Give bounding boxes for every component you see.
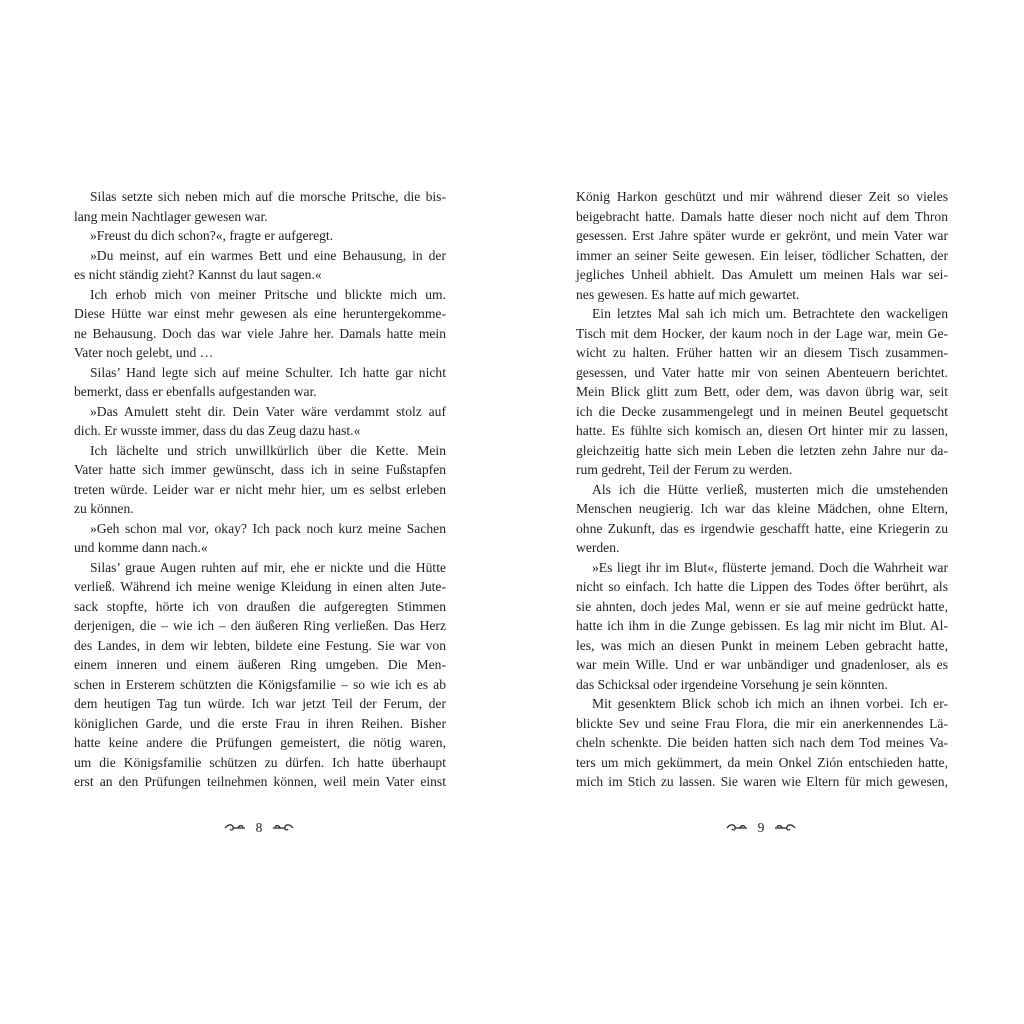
text-line: gesessen, und Vater hatte mir von seinen Abenteuern berichtet.	[576, 364, 948, 380]
text-line: »Das Amulett steht dir. Dein Vater wäre verdammt stolz auf	[90, 403, 446, 419]
scroll-swirl-right-icon	[774, 823, 796, 833]
text-line: Silas’ Hand legte sich auf meine Schulter. Ich hatte gar nicht	[90, 364, 446, 380]
text-line: ne Behausung. Doch das war viele Jahre her. Damals hatte mein	[74, 325, 446, 341]
text-line: Mit gesenktem Blick schob ich mich an ihnen vorbei. Ich er-	[592, 696, 948, 711]
text-line: nicht so einfach. Ich hatte die Lippen des Todes öfter berührt, als	[576, 579, 948, 594]
page-number: 9	[757, 820, 765, 835]
page-number: 8	[255, 820, 263, 835]
text-line: Silas setzte sich neben mich auf die morsche Pritsche, die bis-	[90, 189, 446, 204]
text-line: treten würde. Leider war er nicht mehr hier, um es selbst erleben	[74, 481, 446, 497]
text-line: wicht zu halten. Früher hatten wir an diesem Tisch zusammen-	[576, 345, 948, 360]
text-line: schen in Ersterem schützten die Königsfamilie – so wie ich es ab	[74, 676, 446, 692]
scroll-swirl-left-icon	[726, 823, 748, 833]
text-line: Ich erhob mich von meiner Pritsche und blickte mich um.	[90, 286, 446, 302]
text-line: »Du meinst, auf ein warmes Bett und eine Behausung, in der	[90, 247, 446, 263]
text-line: werden.	[576, 540, 620, 555]
text-line: gesessen. Erst Jahre später wurde er gekrönt, und mein Vater war	[576, 228, 948, 243]
text-line: les, was mich an diesen Punkt in meinem Leben gebracht hatte,	[576, 637, 948, 653]
text-line: es nicht ständig zieht? Kannst du laut sagen.«	[74, 267, 322, 282]
text-line: ters um mich gekümmert, da mein Onkel Zión entschieden hatte,	[576, 754, 948, 770]
text-line: lang mein Nachtlager gewesen war.	[74, 208, 268, 224]
text-line: sie ahnten, doch jedes Mal, wenn er sie auf meine gedrückt hatte,	[576, 598, 948, 614]
text-line: »Freust du dich schon?«, fragte er aufgeregt.	[90, 228, 334, 243]
text-line: dich. Er wusste immer, dass du das Zeug dazu hast.«	[74, 423, 361, 438]
text-line: mich im Stich zu lassen. Sie waren wie Eltern für mich gewesen,	[576, 774, 948, 789]
text-line: cheln schenkte. Die beiden hatten sich nach dem Tod meines Va-	[576, 735, 948, 750]
text-line: bemerkt, dass er ebenfalls aufgestanden war.	[74, 384, 317, 399]
text-line: hatte keine andere die Prüfungen gemeistert, die nötig waren,	[74, 735, 446, 750]
text-line: ohne Zukunft, das es irgendwie geschafft hatte, eine Kriegerin zu	[576, 520, 948, 536]
text-line: Mein Blick glitt zum Bett, oder dem, was davon übrig war, seit	[576, 384, 948, 399]
text-line: Diese Hütte war einst mehr gewesen als eine heruntergekomme-	[74, 306, 446, 321]
text-line: Ich lächelte und strich unwillkürlich über die Kette. Mein	[90, 442, 446, 458]
text-line: König Harkon geschützt und mir während dieser Zeit so vieles	[576, 189, 948, 204]
text-line: gleichzeitig hatte sich mein Leben die letzten zehn Jahre nur da-	[576, 442, 948, 458]
text-line: jegliches Unheil abhielt. Das Amulett um meinen Hals war sei-	[576, 267, 948, 282]
text-line: sack stopfte, hörte ich von draußen die aufgeregten Stimmen	[74, 598, 446, 614]
scroll-swirl-left-icon	[224, 823, 246, 833]
text-line: hatte ich ihm in die Zunge gebissen. Es lag mir nicht im Blut. Al-	[576, 618, 948, 633]
text-line: einem inneren und einem äußeren Ring umgeben. Die Men-	[74, 657, 446, 672]
text-line: war mein Wille. Und er war unbändiger und gnadenloser, als es	[576, 657, 948, 672]
text-line: erst an den Prüfungen teilnehmen können, weil mein Vater einst	[74, 774, 446, 789]
right-page-text	[576, 187, 948, 792]
text-line: Vater noch gelebt, und …	[74, 345, 214, 360]
text-line: rum gedreht, Teil der Ferum zu werden.	[576, 462, 793, 477]
text-line: nes gewesen. Es hatte auf mich gewartet.	[576, 286, 800, 302]
text-line: zu können.	[74, 501, 134, 516]
text-line: Tisch mit dem Hocker, der kaum noch in der Lage war, mein Ge-	[576, 325, 948, 341]
text-line: hatte. Es fühlte sich komisch an, diesen Ort hinter mir zu lassen,	[576, 423, 948, 438]
text-line: und komme dann nach.«	[74, 540, 208, 555]
text-line: um die Königsfamilie schützen zu dürfen. Ich hatte überhaupt	[74, 754, 446, 770]
scroll-swirl-right-icon	[272, 823, 294, 833]
text-line: blickte Sev und seine Frau Flora, die mir ein anerkennendes Lä-	[576, 715, 948, 731]
text-line: Ein letztes Mal sah ich mich um. Betrachtete den wackeligen	[592, 306, 948, 321]
text-line: Menschen neugierig. Ich war das kleine Mädchen, ohne Eltern,	[576, 501, 948, 516]
text-line: Als ich die Hütte verließ, musterten mich die umstehenden	[592, 481, 948, 497]
text-line: derjenigen, die – wie ich – den äußeren Ring verließen. Das Herz	[74, 618, 446, 633]
text-line: verließ. Während ich meine wenige Kleidung in einen alten Jute-	[74, 579, 446, 594]
text-line: des Landes, in dem wir lebten, bildete eine Festung. Sie war von	[74, 637, 446, 653]
text-line: das Schicksal oder irgendeine Vorsehung je sein könnten.	[576, 676, 888, 692]
left-page-text	[74, 187, 446, 792]
text-line: »Geh schon mal vor, okay? Ich pack noch kurz meine Sachen	[90, 520, 446, 536]
text-line: »Es liegt ihr im Blut«, flüsterte jemand. Doch die Wahrheit war	[592, 559, 948, 575]
text-line: ich die Decke zusammengelegt und in meinen Beutel gequetscht	[576, 403, 948, 419]
text-line: Silas’ graue Augen ruhten auf mir, ehe er nickte und die Hütte	[90, 559, 446, 575]
text-line: Vater hatte sich immer gewünscht, dass ich in seine Fußstapfen	[74, 462, 446, 477]
text-line: königlichen Garde, und die erste Frau in ihren Reihen. Bisher	[74, 715, 446, 731]
text-line: immer an seiner Seite gewesen. Ein leiser, tödlicher Schatten, der	[576, 247, 948, 263]
right-page-folio	[706, 818, 816, 838]
left-page-folio	[204, 818, 314, 838]
text-line: dem heutigen Tag tun würde. Ich war jetzt Teil der Ferum, der	[74, 696, 446, 711]
text-line: beigebracht hatte. Damals hatte dieser noch nicht auf dem Thron	[576, 208, 948, 224]
